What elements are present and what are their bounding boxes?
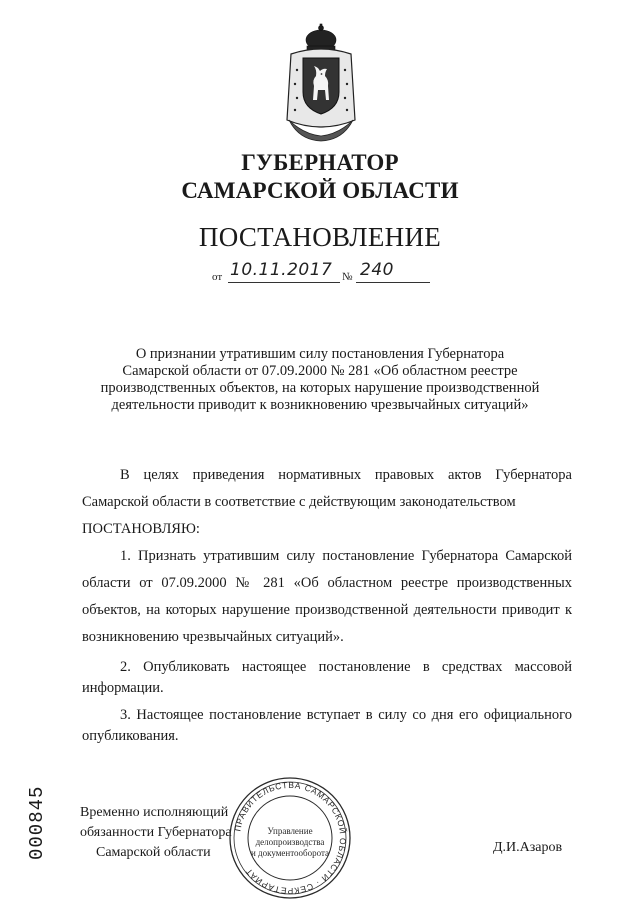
stamp-center-line: Управление (267, 826, 313, 836)
document-subject (100, 346, 540, 414)
subject-line: деятельности приводит к возникновению чрезвычайных ситуаций» (111, 397, 529, 413)
number-label: № (342, 271, 353, 283)
signatory-position (80, 803, 232, 863)
subject-line: производственных объектов, на которых нарушение производственной (100, 380, 540, 396)
round-seal-stamp (226, 776, 354, 900)
item-2-paragraph: 2. Опубликовать настоящее постановление в средствах массовой информации. (82, 659, 572, 696)
subject-line: О признании утратившим силу постановления Губернатора (135, 346, 505, 362)
preamble-paragraph: В целях приведения нормативных правовых актов Губернатора Самарской области в соответствие с действующим законодательством (82, 467, 572, 510)
position-line: обязанности Губернатора (80, 825, 232, 840)
document-date: 10.11.2017 (230, 260, 333, 280)
document-type: ПОСТАНОВЛЕНИЕ (198, 222, 442, 252)
registration-line (200, 262, 440, 288)
date-underline (228, 282, 340, 283)
subject-line: Самарской области от 07.09.2000 № 281 «Об областном реестре (122, 363, 518, 379)
document-number: 240 (360, 260, 394, 280)
issuer-region: САМАРСКОЙ ОБЛАСТИ (181, 178, 459, 203)
stamp-ring-text: ПРАВИТЕЛЬСТВА САМАРСКОЙ ОБЛАСТИ · СЕКРЕТАРИАТ (232, 779, 349, 897)
stamp-center-line: делопроизводства (255, 837, 325, 847)
signatory-name: Д.И.Азаров (493, 840, 563, 855)
resolve-keyword: ПОСТАНОВЛЯЮ: (82, 521, 200, 537)
stamp-center-line: и документооборота (250, 848, 330, 858)
archive-number-text: 000845 (26, 785, 48, 860)
archive-number (26, 780, 56, 860)
item-3-paragraph: 3. Настоящее постановление вступает в силу со дня его официального опубликования. (82, 707, 572, 744)
position-line: Самарской области (96, 845, 211, 860)
item-1-paragraph: 1. Признать утратившим силу постановление Губернатора Самарской области от 07.09.2000 № 281 «Об областном реестре производственных объектов, на которых нарушение производственной деятельности приводит к возникновению чрезвычайных ситуаций». (82, 548, 572, 645)
document-body (82, 462, 572, 747)
date-label: от (212, 271, 223, 283)
coat-of-arms-icon (283, 22, 359, 142)
issuer-title: ГУБЕРНАТОР (241, 150, 399, 175)
number-underline (356, 282, 430, 283)
position-line: Временно исполняющий (80, 805, 229, 820)
